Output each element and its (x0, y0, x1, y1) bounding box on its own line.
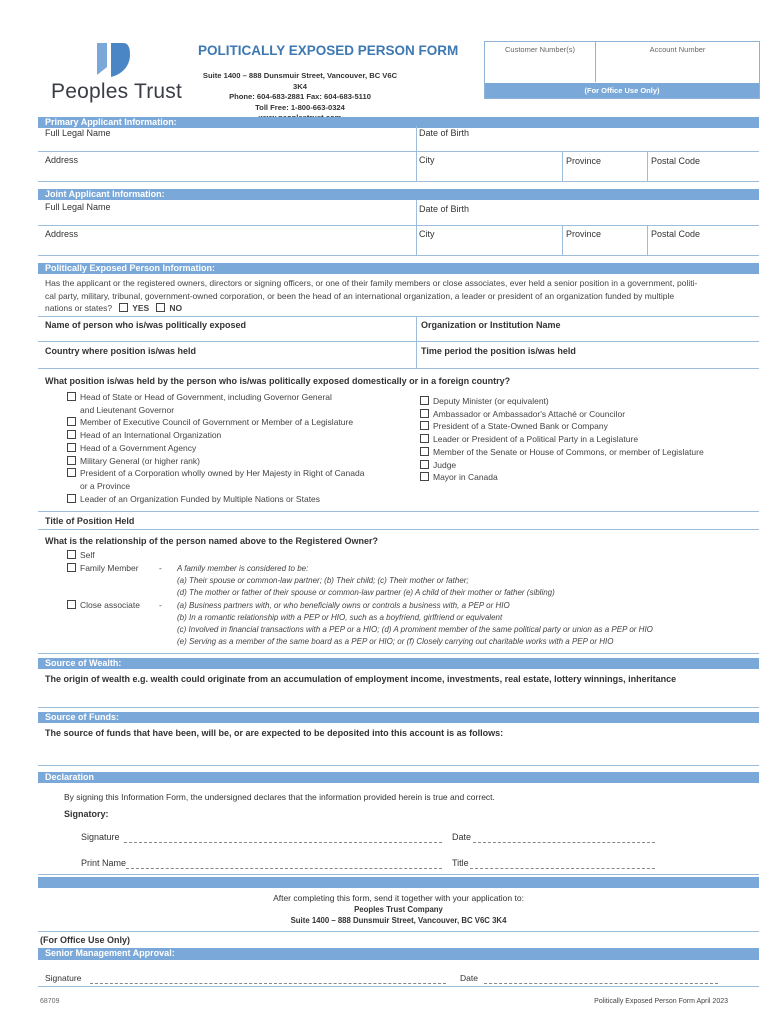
position-question: What position is/was held by the person who is/was politically exposed domestically or in a foreign country? (45, 376, 511, 386)
rel-family-option (67, 562, 139, 575)
form-title: POLITICALLY EXPOSED PERSON FORM (198, 43, 459, 58)
peoples-trust-logo-icon (95, 41, 131, 79)
position-label: Member of Executive Council of Government or Member of a Legislature (80, 417, 354, 428)
declaration-header: Declaration (38, 772, 759, 783)
title-of-position-field[interactable]: Title of Position Held (45, 516, 135, 526)
send-instructions (38, 893, 759, 926)
position-label: Deputy Minister (or equivalent) (433, 396, 549, 406)
customer-number-field[interactable]: Customer Number(s) (504, 45, 575, 54)
print-name-line[interactable] (126, 858, 442, 869)
pep-org-field[interactable]: Organization or Institution Name (421, 320, 561, 330)
left-position-options (67, 391, 364, 505)
send-line: After completing this form, send it together with your application to: (273, 893, 524, 903)
approval-signature-line[interactable] (90, 973, 446, 984)
position-checkbox[interactable] (67, 417, 76, 426)
position-label: Leader of an Organization Funded by Multiple Nations or States (80, 493, 321, 504)
senior-management-header: Senior Management Approval: (38, 948, 759, 960)
close-line: (c) Involved in financial transactions with a PEP or a HIO; (d) A prominent member of the same political party or union as a PEP or HIO (177, 625, 653, 634)
primary-province-field[interactable]: Province (566, 156, 602, 166)
position-label: Head of a Government Agency (80, 442, 197, 453)
company-address (200, 71, 400, 124)
position-checkbox[interactable] (67, 456, 76, 465)
source-of-wealth-header: Source of Wealth: (38, 658, 759, 669)
joint-province-field[interactable]: Province (566, 229, 602, 239)
date-label: Date (452, 832, 472, 842)
declaration-text: By signing this Information Form, the undersigned declares that the information provided herein is true and correct. (64, 792, 495, 802)
send-bar (38, 877, 759, 888)
phone-line: Phone: 604-683-2881 Fax: 604-683-5110 (229, 92, 371, 101)
close-line: (e) Serving as a member of the same board as a PEP or HIO; or (f) Closely carrying out charitable works with a PEP or HIO (177, 637, 614, 646)
position-checkbox[interactable] (420, 396, 429, 405)
primary-address-field[interactable]: Address (45, 155, 79, 165)
account-number-field[interactable]: Account Number (649, 45, 706, 54)
brand-name: Peoples Trust (51, 80, 182, 103)
dash: - (159, 563, 162, 573)
family-line: (d) The mother or father of their spouse or common-law partner (e) A child of their mother or father (sibling) (177, 588, 555, 597)
right-position-options (420, 395, 704, 484)
yes-checkbox[interactable] (119, 303, 128, 312)
title-line[interactable] (470, 858, 655, 869)
joint-postal-field[interactable]: Postal Code (651, 229, 701, 239)
office-use-label: (For Office Use Only) (485, 83, 759, 98)
pep-name-field[interactable]: Name of person who is/was politically exposed (45, 320, 247, 330)
send-company: Peoples Trust Company (354, 905, 443, 914)
source-of-funds-header: Source of Funds: (38, 712, 759, 723)
self-checkbox[interactable] (67, 550, 76, 559)
pep-question (45, 277, 757, 315)
pep-info-header: Politically Exposed Person Information: (38, 263, 759, 274)
pep-question-line: nations or states? (45, 303, 113, 313)
no-checkbox[interactable] (156, 303, 165, 312)
position-label: Mayor in Canada (433, 472, 498, 483)
joint-city-field[interactable]: City (419, 229, 435, 239)
position-checkbox[interactable] (67, 392, 76, 401)
position-label: Head of an International Organization (80, 430, 222, 441)
position-label: President of a Corporation wholly owned by Her Majesty in Right of Canada (80, 468, 365, 479)
no-label: NO (169, 303, 183, 313)
position-label: Military General (or higher rank) (80, 455, 200, 466)
relationship-question: What is the relationship of the person named above to the Registered Owner? (45, 536, 379, 546)
approval-date-line[interactable] (484, 973, 718, 984)
pep-period-field[interactable]: Time period the position is/was held (421, 346, 576, 356)
close-line: (b) In a romantic relationship with a PEP or HIO, such as a boyfriend, girlfriend or equivalent (177, 613, 503, 622)
position-label: Leader or President of a Political Party in a Legislature (433, 434, 639, 445)
position-checkbox[interactable] (420, 421, 429, 430)
approval-signature-label: Signature (45, 973, 82, 983)
position-label: Member of the Senate or House of Commons, or member of Legislature (433, 446, 704, 457)
signature-line[interactable] (124, 832, 442, 843)
position-checkbox[interactable] (420, 434, 429, 443)
position-checkbox[interactable] (420, 472, 429, 481)
close-associate-label: Close associate (80, 600, 141, 610)
dash: - (159, 600, 162, 610)
form-code: 68709 (40, 998, 60, 1005)
form-version: Politically Exposed Person Form April 2023 (594, 998, 728, 1005)
office-use-box (484, 41, 760, 99)
office-use-only-label: (For Office Use Only) (40, 935, 131, 945)
position-checkbox[interactable] (420, 460, 429, 469)
close-associate-definition (177, 600, 653, 648)
family-line: (a) Their spouse or common-law partner; (b) Their child; (c) Their mother or father; (177, 576, 469, 585)
family-checkbox[interactable] (67, 563, 76, 572)
primary-dob-field[interactable]: Date of Birth (419, 128, 470, 138)
family-definition (177, 563, 555, 599)
print-name-label: Print Name (81, 858, 127, 868)
joint-dob-field[interactable]: Date of Birth (419, 204, 470, 214)
joint-full-name-field[interactable]: Full Legal Name (45, 202, 111, 212)
position-label: and Lieutenant Governor (80, 404, 175, 415)
date-line[interactable] (473, 832, 655, 843)
pep-country-field[interactable]: Country where position is/was held (45, 346, 197, 356)
pep-question-line: cal party, military, tribunal, government-owned corporation, or been the head of an international organization, a leader or president of an organization funded by multiple (45, 290, 675, 301)
primary-applicant-header: Primary Applicant Information: (38, 117, 759, 128)
rel-self-option (67, 549, 95, 562)
source-of-wealth-field[interactable]: The origin of wealth e.g. wealth could originate from an accumulation of employment income, investments, real estate, lottery winnings, inheritance (45, 674, 677, 684)
position-label: Judge (433, 459, 457, 470)
position-label: Ambassador or Ambassador's Attaché or Councilor (433, 408, 626, 419)
position-checkbox[interactable] (67, 443, 76, 452)
close-associate-checkbox[interactable] (67, 600, 76, 609)
primary-postal-field[interactable]: Postal Code (651, 156, 701, 166)
self-label: Self (80, 550, 95, 560)
close-line: (a) Business partners with, or who beneficially owns or controls a business with, a PEP or HIO (177, 601, 510, 610)
position-checkbox[interactable] (67, 494, 76, 503)
family-line: A family member is considered to be: (177, 564, 309, 573)
joint-address-field[interactable]: Address (45, 229, 79, 239)
family-label: Family Member (80, 563, 139, 573)
position-checkbox[interactable] (420, 447, 429, 456)
address-line: Suite 1400 – 888 Dunsmuir Street, Vancouver, BC V6C 3K4 (202, 71, 398, 91)
pep-question-line: Has the applicant or the registered owners, directors or signing officers, or one of their family members or close associates, ever held a senior position in a government, politi- (45, 278, 698, 288)
signature-label: Signature (81, 832, 120, 842)
position-checkbox[interactable] (67, 468, 76, 477)
primary-city-field[interactable]: City (419, 155, 435, 165)
title-label: Title (452, 858, 469, 868)
joint-applicant-header: Joint Applicant Information: (38, 189, 759, 200)
send-address: Suite 1400 – 888 Dunsmuir Street, Vancouver, BC V6C 3K4 (290, 916, 507, 925)
position-label: or a Province (80, 480, 131, 491)
approval-date-label: Date (460, 973, 478, 983)
position-label: President of a State-Owned Bank or Company (433, 421, 608, 432)
primary-full-name-field[interactable]: Full Legal Name (45, 128, 111, 138)
position-checkbox[interactable] (420, 409, 429, 418)
toll-free-line: Toll Free: 1-800-663-0324 (255, 102, 345, 112)
rel-close-option (67, 599, 140, 612)
signatory-label: Signatory: (64, 809, 109, 819)
position-label: Head of State or Head of Government, including Governor General (80, 392, 332, 402)
position-checkbox[interactable] (67, 430, 76, 439)
yes-label: YES (132, 303, 150, 313)
source-of-funds-field[interactable]: The source of funds that have been, will be, or are expected to be deposited into this account is as follows: (45, 728, 504, 738)
